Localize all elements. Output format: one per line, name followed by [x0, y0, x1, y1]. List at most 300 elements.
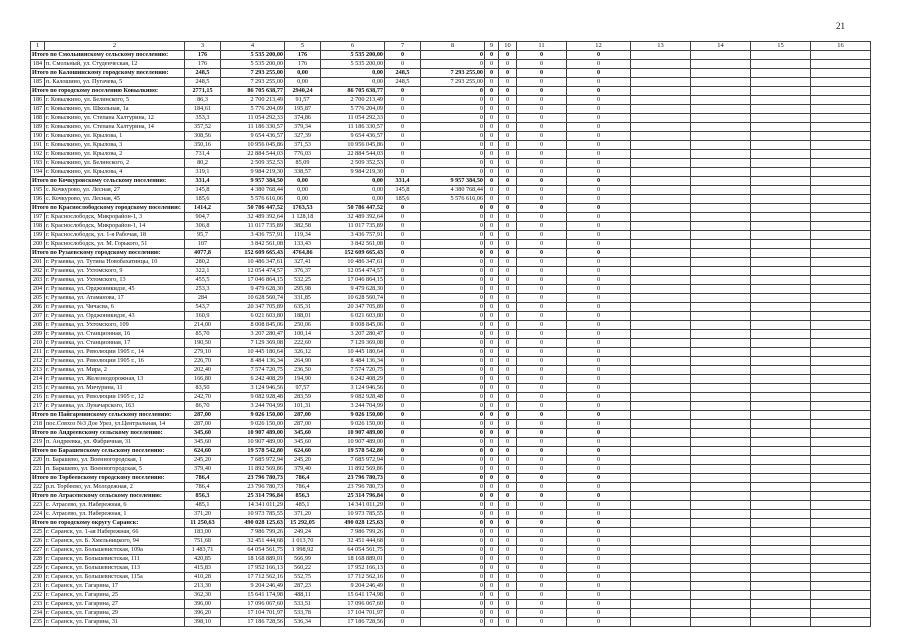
value-cell: 11 186 330,57 [221, 123, 285, 132]
value-cell: 280,2 [185, 258, 221, 267]
value-cell: 6 242 408,29 [221, 375, 285, 384]
value-cell: 0 [499, 366, 517, 375]
empty-cell [691, 204, 751, 213]
value-cell: 176 [285, 51, 321, 60]
empty-cell [751, 240, 811, 249]
value-cell: 176 [185, 51, 221, 60]
value-cell: 0 [385, 240, 421, 249]
value-cell: 376,37 [285, 267, 321, 276]
value-cell: 371,53 [285, 141, 321, 150]
value-cell: 0 [499, 321, 517, 330]
value-cell: 0 [485, 618, 499, 627]
value-cell: 0 [421, 249, 485, 258]
value-cell: 0 [567, 186, 631, 195]
empty-cell [811, 456, 871, 465]
value-cell: 0,00 [321, 69, 385, 78]
empty-cell [811, 357, 871, 366]
row-number: 201 [31, 258, 45, 267]
address-cell: с. Атрасево, ул. Набережная, 6 [45, 501, 185, 510]
table-row [31, 258, 871, 267]
value-cell: 0 [385, 582, 421, 591]
value-cell: 10 956 045,86 [221, 141, 285, 150]
value-cell: 0 [485, 438, 499, 447]
address-cell: пос.Совхоз №3 Дое Урез, ул.Центральная, 14 [45, 420, 185, 429]
value-cell: 0,00 [285, 69, 321, 78]
value-cell: 0 [385, 267, 421, 276]
value-cell: 0 [385, 573, 421, 582]
value-cell: 0 [385, 411, 421, 420]
value-cell: 248,5 [385, 78, 421, 87]
row-number: 205 [31, 294, 45, 303]
table-row [31, 321, 871, 330]
value-cell: 0 [567, 465, 631, 474]
address-cell: г. Краснослободск, Микрорайон-1, 3 [45, 213, 185, 222]
row-number: 193 [31, 159, 45, 168]
value-cell: 0 [567, 285, 631, 294]
value-cell: 22 884 544,03 [321, 150, 385, 159]
value-cell: 326,12 [285, 348, 321, 357]
value-cell: 0 [517, 429, 567, 438]
empty-cell [811, 213, 871, 222]
value-cell: 0 [421, 312, 485, 321]
value-cell: 0 [567, 276, 631, 285]
value-cell: 3 436 757,91 [321, 231, 385, 240]
value-cell: 0 [421, 510, 485, 519]
empty-cell [691, 573, 751, 582]
empty-cell [691, 456, 751, 465]
value-cell: 0 [385, 339, 421, 348]
empty-cell [631, 132, 691, 141]
empty-cell [631, 321, 691, 330]
empty-cell [811, 69, 871, 78]
value-cell: 0 [485, 150, 499, 159]
value-cell: 9 026 150,00 [221, 420, 285, 429]
value-cell: 0 [517, 492, 567, 501]
value-cell: 0 [485, 249, 499, 258]
value-cell: 0 [499, 600, 517, 609]
value-cell: 0 [485, 492, 499, 501]
empty-cell [751, 321, 811, 330]
column-number: 12 [567, 42, 631, 51]
value-cell: 751,68 [185, 537, 221, 546]
empty-cell [751, 114, 811, 123]
value-cell: 17 046 864,15 [221, 276, 285, 285]
value-cell: 12 054 474,57 [321, 267, 385, 276]
value-cell: 0 [485, 60, 499, 69]
table-row [31, 537, 871, 546]
value-cell: 0 [499, 177, 517, 186]
address-cell: г. Ковылкино, ул. Крылова, 2 [45, 150, 185, 159]
value-cell: 0 [517, 204, 567, 213]
value-cell: 0 [517, 132, 567, 141]
table-row [31, 105, 871, 114]
value-cell: 0 [485, 420, 499, 429]
empty-cell [811, 222, 871, 231]
value-cell: 18 168 889,01 [221, 555, 285, 564]
value-cell: 0 [421, 537, 485, 546]
value-cell: 379,34 [285, 123, 321, 132]
value-cell: 0 [517, 87, 567, 96]
empty-cell [691, 375, 751, 384]
value-cell: 345,60 [285, 438, 321, 447]
value-cell: 0 [385, 618, 421, 627]
empty-cell [691, 69, 751, 78]
value-cell: 0 [421, 600, 485, 609]
value-cell: 0 [517, 123, 567, 132]
value-cell: 0 [485, 429, 499, 438]
value-cell: 0 [385, 249, 421, 258]
value-cell: 0 [485, 537, 499, 546]
empty-cell [631, 105, 691, 114]
empty-cell [751, 78, 811, 87]
empty-cell [691, 114, 751, 123]
value-cell: 0 [421, 375, 485, 384]
row-number: 208 [31, 321, 45, 330]
value-cell: 0 [485, 222, 499, 231]
address-cell: г. Рузаевка, ул. Ухтомского, 9 [45, 267, 185, 276]
value-cell: 0 [517, 312, 567, 321]
value-cell: 0 [485, 285, 499, 294]
subtotal-label: Итого по Андреевскому сельскому поселению: [31, 429, 185, 438]
empty-cell [691, 339, 751, 348]
address-cell: п. Смольный, ул. Студенческая, 12 [45, 60, 185, 69]
value-cell: 0 [567, 600, 631, 609]
value-cell: 0 [385, 321, 421, 330]
value-cell: 0 [421, 519, 485, 528]
value-cell: 15 641 174,98 [221, 591, 285, 600]
value-cell: 0 [567, 591, 631, 600]
empty-cell [691, 384, 751, 393]
value-cell: 0 [385, 519, 421, 528]
empty-cell [811, 258, 871, 267]
empty-cell [631, 186, 691, 195]
empty-cell [811, 168, 871, 177]
value-cell: 0 [517, 537, 567, 546]
empty-cell [691, 240, 751, 249]
table-row [31, 465, 871, 474]
value-cell: 856,3 [285, 492, 321, 501]
empty-cell [691, 402, 751, 411]
value-cell: 0 [385, 393, 421, 402]
subtotal-row [31, 519, 871, 528]
empty-cell [691, 492, 751, 501]
value-cell: 176 [285, 60, 321, 69]
row-number: 231 [31, 582, 45, 591]
value-cell: 0 [485, 258, 499, 267]
value-cell: 0 [385, 222, 421, 231]
empty-cell [631, 600, 691, 609]
value-cell: 5 576 616,06 [421, 195, 485, 204]
empty-cell [691, 60, 751, 69]
empty-cell [811, 186, 871, 195]
value-cell: 0 [485, 240, 499, 249]
empty-cell [631, 60, 691, 69]
value-cell: 86,3 [185, 96, 221, 105]
empty-cell [631, 330, 691, 339]
value-cell: 7 685 972,94 [221, 456, 285, 465]
table-row [31, 357, 871, 366]
row-number: 213 [31, 366, 45, 375]
value-cell: 17 952 166,13 [221, 564, 285, 573]
value-cell: 396,20 [185, 609, 221, 618]
value-cell: 253,3 [185, 285, 221, 294]
value-cell: 786,4 [185, 483, 221, 492]
empty-cell [751, 60, 811, 69]
value-cell: 7 574 720,75 [221, 366, 285, 375]
value-cell: 0 [517, 465, 567, 474]
empty-cell [751, 195, 811, 204]
address-cell: г. Саранск, ул. Большевистская, 113 [45, 564, 185, 573]
value-cell: 0 [499, 564, 517, 573]
value-cell: 50 786 447,52 [321, 204, 385, 213]
value-cell: 319,1 [185, 168, 221, 177]
value-cell: 0 [385, 555, 421, 564]
value-cell: 0 [385, 528, 421, 537]
value-cell: 0 [485, 483, 499, 492]
value-cell: 15 292,05 [285, 519, 321, 528]
table-row [31, 60, 871, 69]
address-cell: г. Краснослободск, ул. М. Горького, 51 [45, 240, 185, 249]
empty-cell [691, 123, 751, 132]
value-cell: 17 186 728,56 [321, 618, 385, 627]
empty-cell [811, 609, 871, 618]
value-cell: 64 054 561,75 [321, 546, 385, 555]
row-number: 198 [31, 222, 45, 231]
value-cell: 6 021 603,80 [321, 312, 385, 321]
row-number: 190 [31, 132, 45, 141]
value-cell: 0 [499, 285, 517, 294]
value-cell: 0 [567, 420, 631, 429]
value-cell: 0 [485, 609, 499, 618]
subtotal-label: Итого по Торбеевскому городскому поселению: [31, 474, 185, 483]
value-cell: 0 [567, 258, 631, 267]
value-cell: 0 [485, 501, 499, 510]
value-cell: 1 013,70 [285, 537, 321, 546]
empty-cell [691, 96, 751, 105]
empty-cell [751, 357, 811, 366]
value-cell: 345,60 [185, 438, 221, 447]
value-cell: 0 [421, 483, 485, 492]
value-cell: 0 [421, 222, 485, 231]
value-cell: 415,83 [185, 564, 221, 573]
value-cell: 345,60 [185, 429, 221, 438]
value-cell: 0 [517, 447, 567, 456]
value-cell: 8 484 136,34 [321, 357, 385, 366]
value-cell: 0 [567, 51, 631, 60]
value-cell: 0 [385, 294, 421, 303]
value-cell: 11 892 569,86 [321, 465, 385, 474]
value-cell: 17 952 166,13 [321, 564, 385, 573]
value-cell: 245,20 [285, 456, 321, 465]
empty-cell [751, 69, 811, 78]
value-cell: 331,4 [385, 177, 421, 186]
empty-cell [631, 456, 691, 465]
value-cell: 0 [485, 600, 499, 609]
empty-cell [631, 222, 691, 231]
empty-cell [811, 60, 871, 69]
empty-cell [811, 330, 871, 339]
empty-cell [631, 465, 691, 474]
empty-cell [631, 519, 691, 528]
value-cell: 374,86 [285, 114, 321, 123]
value-cell: 0 [567, 339, 631, 348]
value-cell: 0 [385, 438, 421, 447]
empty-cell [811, 564, 871, 573]
empty-cell [811, 105, 871, 114]
empty-cell [811, 348, 871, 357]
value-cell: 0 [567, 402, 631, 411]
empty-cell [751, 555, 811, 564]
value-cell: 287,00 [185, 420, 221, 429]
value-cell: 786,4 [285, 483, 321, 492]
empty-cell [751, 159, 811, 168]
row-number: 194 [31, 168, 45, 177]
value-cell: 9 957 384,50 [221, 177, 285, 186]
value-cell: 0,00 [285, 78, 321, 87]
empty-cell [631, 69, 691, 78]
row-number: 191 [31, 141, 45, 150]
address-cell: г. Саранск, ул. Гагарина, 25 [45, 591, 185, 600]
value-cell: 279,10 [185, 348, 221, 357]
value-cell: 107 [185, 240, 221, 249]
empty-cell [631, 591, 691, 600]
row-number: 228 [31, 555, 45, 564]
empty-cell [631, 501, 691, 510]
empty-cell [631, 258, 691, 267]
value-cell: 0 [499, 78, 517, 87]
value-cell: 0 [517, 276, 567, 285]
row-number: 215 [31, 384, 45, 393]
value-cell: 17 712 562,16 [221, 573, 285, 582]
value-cell: 3 436 757,91 [221, 231, 285, 240]
empty-cell [691, 528, 751, 537]
value-cell: 0 [385, 501, 421, 510]
value-cell: 10 628 560,74 [221, 294, 285, 303]
value-cell: 287,23 [285, 582, 321, 591]
address-cell: г. Рузаевка, ул. Ухтомского, 13 [45, 276, 185, 285]
value-cell: 10 486 347,61 [221, 258, 285, 267]
value-cell: 0 [499, 132, 517, 141]
value-cell: 0 [385, 312, 421, 321]
empty-cell [691, 186, 751, 195]
value-cell: 0 [499, 582, 517, 591]
value-cell: 0 [567, 474, 631, 483]
empty-cell [811, 618, 871, 627]
value-cell: 0 [421, 303, 485, 312]
value-cell: 0 [499, 411, 517, 420]
value-cell: 856,3 [185, 492, 221, 501]
value-cell: 7 293 255,00 [221, 69, 285, 78]
empty-cell [691, 213, 751, 222]
value-cell: 7 129 369,08 [221, 339, 285, 348]
value-cell: 0 [499, 519, 517, 528]
empty-cell [631, 339, 691, 348]
value-cell: 0 [485, 384, 499, 393]
value-cell: 9 204 246,49 [221, 582, 285, 591]
value-cell: 0 [517, 555, 567, 564]
value-cell: 4077,8 [185, 249, 221, 258]
empty-cell [811, 51, 871, 60]
value-cell: 0 [485, 96, 499, 105]
value-cell: 185,6 [185, 195, 221, 204]
value-cell: 0 [499, 267, 517, 276]
table-row [31, 213, 871, 222]
value-cell: 2 509 352,53 [221, 159, 285, 168]
empty-cell [751, 519, 811, 528]
value-cell: 6 021 603,80 [221, 312, 285, 321]
value-cell: 0 [421, 348, 485, 357]
value-cell: 0 [485, 447, 499, 456]
empty-cell [751, 258, 811, 267]
value-cell: 0 [385, 204, 421, 213]
value-cell: 0 [517, 483, 567, 492]
empty-cell [751, 618, 811, 627]
value-cell: 2771,15 [185, 87, 221, 96]
value-cell: 904,7 [185, 213, 221, 222]
value-cell: 0 [385, 168, 421, 177]
empty-cell [691, 330, 751, 339]
value-cell: 11 017 735,89 [321, 222, 385, 231]
value-cell: 0 [385, 51, 421, 60]
empty-cell [631, 285, 691, 294]
value-cell: 25 314 796,84 [221, 492, 285, 501]
table-row [31, 483, 871, 492]
value-cell: 0 [421, 402, 485, 411]
table-row [31, 366, 871, 375]
empty-cell [751, 177, 811, 186]
empty-cell [631, 609, 691, 618]
empty-cell [811, 366, 871, 375]
value-cell: 0 [499, 384, 517, 393]
value-cell: 7 986 799,26 [221, 528, 285, 537]
table-row [31, 546, 871, 555]
value-cell: 8 008 845,06 [321, 321, 385, 330]
row-number: 219 [31, 438, 45, 447]
value-cell: 10 907 489,00 [321, 438, 385, 447]
empty-cell [691, 249, 751, 258]
value-cell: 32 451 444,68 [321, 537, 385, 546]
value-cell: 0 [385, 87, 421, 96]
value-cell: 119,34 [285, 231, 321, 240]
address-cell: г. Саранск, ул. Гагарина, 31 [45, 618, 185, 627]
value-cell: 14 341 011,29 [221, 501, 285, 510]
value-cell: 0 [385, 564, 421, 573]
empty-cell [691, 429, 751, 438]
address-cell: г. Ковылкино, ул. Крылова, 4 [45, 168, 185, 177]
value-cell: 0 [485, 357, 499, 366]
value-cell: 284 [185, 294, 221, 303]
empty-cell [751, 150, 811, 159]
row-number: 197 [31, 213, 45, 222]
value-cell: 0 [517, 321, 567, 330]
empty-cell [691, 393, 751, 402]
value-cell: 786,4 [285, 474, 321, 483]
value-cell: 0 [499, 438, 517, 447]
row-number: 204 [31, 285, 45, 294]
empty-cell [811, 519, 871, 528]
value-cell: 0 [567, 204, 631, 213]
subtotal-row [31, 492, 871, 501]
table-row [31, 438, 871, 447]
subtotal-label: Итого по Калошинскому городскому поселению: [31, 69, 185, 78]
value-cell: 9 026 150,00 [321, 411, 385, 420]
empty-cell [811, 483, 871, 492]
column-number: 4 [221, 42, 285, 51]
value-cell: 91,57 [285, 96, 321, 105]
table-row [31, 132, 871, 141]
value-cell: 86 705 638,77 [221, 87, 285, 96]
value-cell: 249,24 [285, 528, 321, 537]
